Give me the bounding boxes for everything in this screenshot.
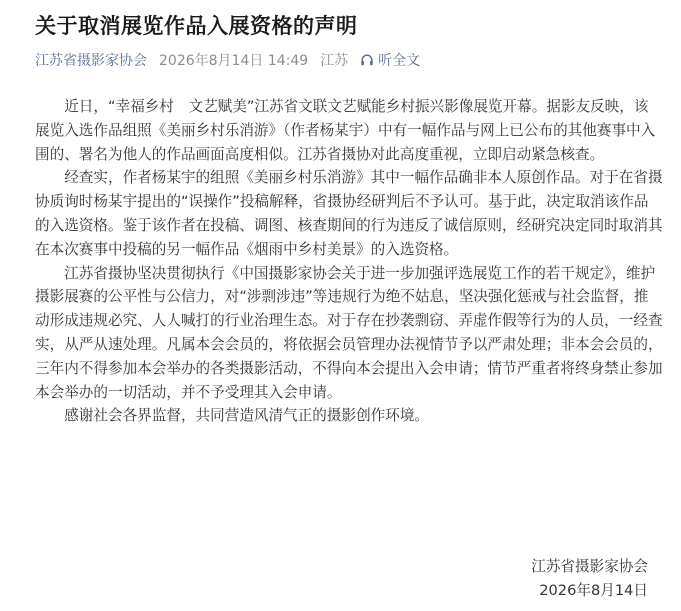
article-title: 关于取消展览作品入展资格的声明 <box>35 14 358 38</box>
paragraph-3: 江苏省摄协坚决贯彻执行《中国摄影家协会关于进一步加强评选展览工作的若干规定》，维护摄影展赛的公平性与公信力，对“涉剽涉违”等违规行为绝不姑息，坚决强化惩戒与社会监督，推动形成违规必究、人人喊打的行业治理生态。对于存在抄袭剽窃、弄虚作假等行为的人员，一经查实，从严从速处理。凡属本会会员的，将依据会员管理办法视情节予以严肃处理；非本会会员的，三年内不得参加本会举办的各类摄影活动，不得向本会提出入会申请；情节严重者将终身禁止参加本会举办的一切活动，并不予受理其入会申请。 <box>35 264 663 401</box>
listen-label: 听全文 <box>378 53 421 69</box>
publish-datetime: 2026年8月14日 14:49 <box>159 53 309 69</box>
paragraph-4: 感谢社会各界监督，共同营造风清气正的摄影创作环境。 <box>64 407 430 425</box>
article-body <box>35 95 663 428</box>
region-label: 江苏 <box>320 53 349 69</box>
signature-org: 江苏省摄影家协会 <box>531 558 648 575</box>
paragraph-2: 经查实，作者杨某宇的组照《美丽乡村乐消游》其中一幅作品确非本人原创作品。对于在省摄协质询时杨某宇提出的“误操作”投稿解释，省摄协经研判后不予认可。基于此，决定取消该作品的入选资格。鉴于该作者在投稿、调图、核查期间的行为违反了诚信原则，经研究决定同时取消其在本次赛事中投稿的另一幅作品《烟雨中乡村美景》的入选资格。 <box>35 169 663 258</box>
signature-date: 2026年8月14日 <box>539 582 648 599</box>
article-meta <box>35 50 420 70</box>
headphones-icon <box>360 53 374 67</box>
paragraph-1: 近日，“幸福乡村 文艺赋美”江苏省文联文艺赋能乡村振兴影像展览开幕。据影友反映，该展览入选作品组照《美丽乡村乐消游》（作者杨某宇）中有一幅作品与网上已公布的其他赛事中入围的、署名为他人的作品画面高度相似。江苏省摄协对此高度重视，立即启动紧急核查。 <box>35 98 656 163</box>
listen-button[interactable] <box>360 50 420 70</box>
signature-block <box>531 555 648 603</box>
publisher-link[interactable]: 江苏省摄影家协会 <box>35 53 147 69</box>
